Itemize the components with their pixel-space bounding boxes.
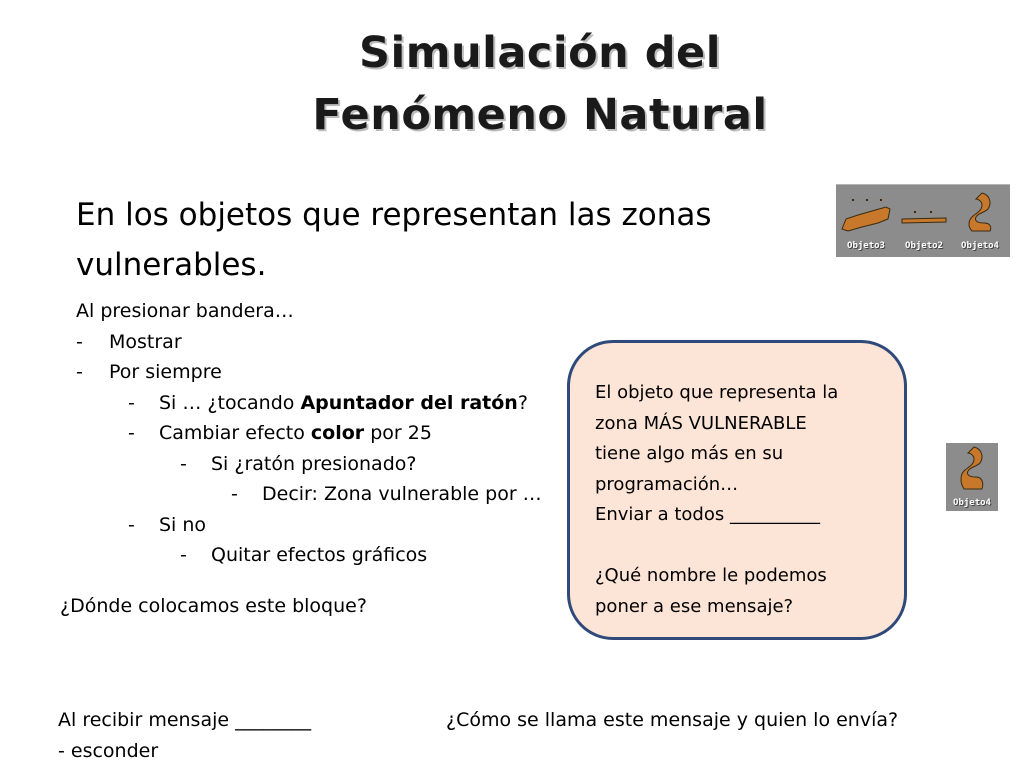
step-text: Cambiar efecto color por 25 — [159, 422, 432, 444]
sprite-objeto3[interactable] — [838, 189, 894, 253]
callout-line: Enviar a todos __________ — [595, 504, 820, 525]
receive-line-2: - esconder — [58, 740, 159, 762]
step-text: Por siempre — [109, 361, 222, 383]
sprite-objeto2[interactable] — [896, 189, 952, 253]
step-text: Quitar efectos gráficos — [211, 544, 428, 566]
question-text: ¿Dónde colocamos este bloque? — [60, 595, 367, 617]
step-dash: - — [128, 391, 135, 414]
callout-line: tiene algo más en su — [595, 443, 784, 464]
sprite-strip — [836, 184, 1010, 257]
sprite-label: Objeto3 — [847, 241, 885, 251]
callout-text — [595, 378, 895, 622]
title-line-1: Simulación del — [359, 28, 721, 78]
callout-box — [567, 340, 907, 640]
zone-shape-icon — [838, 189, 894, 241]
zone-shape-icon — [896, 189, 952, 241]
step-text: Mostrar — [109, 330, 182, 353]
callout-line: zona MÁS VULNERABLE — [595, 412, 807, 434]
receive-line-1: Al recibir mensaje ________ — [58, 709, 312, 731]
zone-shape-icon — [952, 189, 1008, 241]
title-line-2: Fenómeno Natural — [312, 90, 768, 140]
lead-text: En los objetos que representan las zonas vulnerables. — [76, 197, 712, 283]
step-dash: - — [180, 544, 187, 566]
step-text: Al presionar bandera… — [76, 300, 294, 322]
sprite-objeto4[interactable] — [952, 189, 1008, 253]
callout-line: ¿Qué nombre le podemos — [595, 565, 827, 586]
step-text: Si no — [159, 513, 207, 536]
sprite-label: Objeto4 — [953, 498, 991, 508]
callout-line: El objeto que representa la — [595, 382, 839, 403]
callout-line: poner a ese mensaje? — [595, 595, 794, 617]
step-dash: - — [231, 483, 238, 505]
sprite-label: Objeto2 — [905, 241, 943, 251]
sprite-label: Objeto4 — [961, 241, 999, 251]
step-dash: - — [128, 422, 135, 444]
step-dash: - — [76, 330, 83, 353]
message-question: ¿Cómo se llama este mensaje y quien lo envía? — [446, 709, 899, 731]
step-dash: - — [76, 361, 83, 383]
step-text: Si … ¿tocando Apuntador del ratón? — [159, 391, 528, 414]
step-text: Si ¿ratón presionado? — [211, 452, 417, 475]
zone-shape-icon — [946, 443, 998, 495]
step-dash: - — [128, 513, 135, 536]
step-dash: - — [180, 452, 187, 475]
callout-line: programación… — [595, 473, 739, 495]
receive-message-note — [58, 705, 311, 767]
slide-title — [0, 22, 1024, 146]
sprite-objeto4-single[interactable] — [946, 443, 998, 511]
step-text: Decir: Zona vulnerable por … — [262, 483, 542, 505]
